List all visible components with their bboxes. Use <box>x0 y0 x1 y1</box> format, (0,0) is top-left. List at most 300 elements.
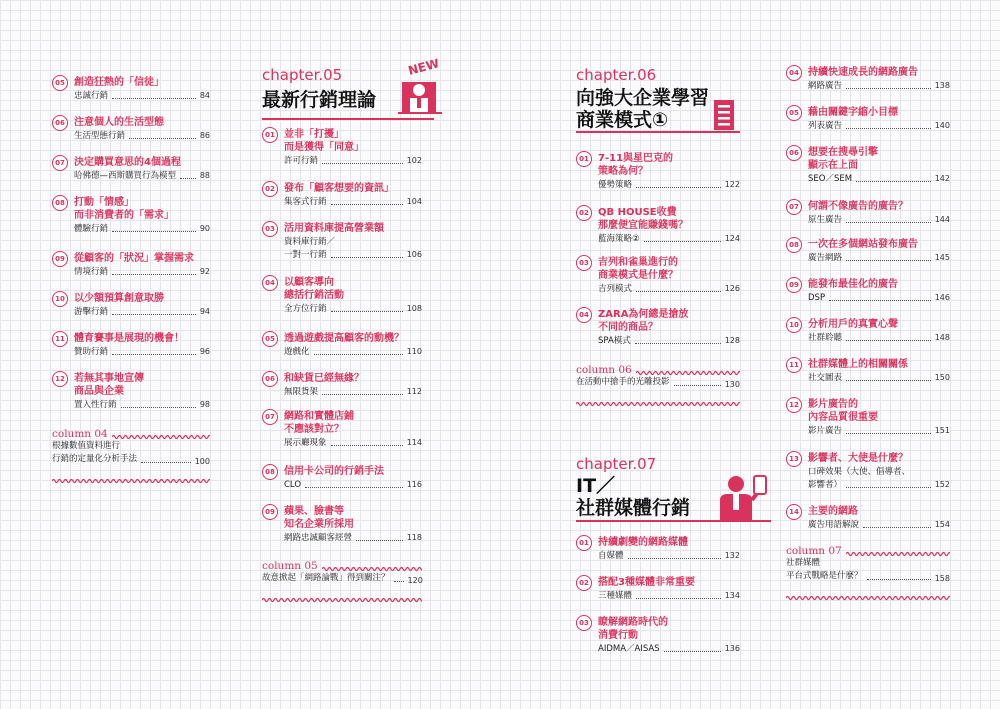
toc-entry[interactable] <box>786 106 950 132</box>
entry-subtitle: 社交圖表 <box>808 373 843 383</box>
dot-leader <box>863 527 931 528</box>
page-number: 98 <box>199 400 210 409</box>
page-number: 148 <box>934 333 950 342</box>
entry-title-line: 以少額預算創意取勝 <box>74 293 164 304</box>
toc-entry[interactable] <box>262 332 422 358</box>
entry-subtitle: DSP <box>808 293 826 303</box>
new-badge-person-icon <box>396 56 444 120</box>
entry-subtitle: 吉列模式 <box>598 284 633 294</box>
dot-leader <box>112 314 196 315</box>
page-number: 104 <box>406 197 422 206</box>
entry-number-badge: 03 <box>262 221 278 237</box>
page-number: 92 <box>199 267 210 276</box>
dot-leader <box>846 433 931 434</box>
entry-number-badge: 04 <box>786 65 802 81</box>
toc-entry[interactable] <box>262 372 422 398</box>
entry-title-line: 影響者、大使是什麼？ <box>808 453 908 464</box>
entry-subtitle-row <box>598 550 740 562</box>
entry-title-line: 透過遊戲提高顧客的動機？ <box>284 333 404 344</box>
dot-leader <box>314 354 403 355</box>
toc-entry[interactable] <box>786 358 950 384</box>
entry-subtitle: SPA模式 <box>598 336 631 346</box>
toc-entry[interactable] <box>52 252 210 278</box>
column-text-row <box>52 453 210 466</box>
entry-subtitle: 網路廣告 <box>808 81 843 91</box>
entry-subtitle: 情境行銷 <box>74 267 109 277</box>
entry-subtitle: 忠誠行銷 <box>74 91 109 101</box>
dot-leader <box>394 581 404 582</box>
entry-subtitle: 社群聆聽 <box>808 333 843 343</box>
page-number: 130 <box>724 380 740 389</box>
chapter-06-rule <box>576 131 740 133</box>
entry-subtitle-row <box>598 335 740 347</box>
dot-leader <box>674 385 721 386</box>
page-number: 146 <box>934 293 950 302</box>
chapter-05-label: chapter.05 <box>262 66 343 84</box>
entry-title-line: 注意個人的生活型態 <box>74 117 164 128</box>
dot-leader <box>331 257 403 258</box>
entry-subtitle-row <box>808 80 950 92</box>
dot-leader <box>112 354 196 355</box>
entry-number-badge: 14 <box>786 504 802 520</box>
entry-subtitle-row <box>74 399 210 411</box>
entry-subtitle: 集客式行銷 <box>284 197 327 207</box>
entry-subtitle-row <box>74 346 210 358</box>
entry-title-line: 搭配3種媒體非常重要 <box>598 577 695 588</box>
entry-subtitle: 影片廣告 <box>808 426 843 436</box>
wavy-line-icon <box>52 469 210 477</box>
page-number: 116 <box>406 480 422 489</box>
page-number: 88 <box>199 171 210 180</box>
page-number: 100 <box>194 457 210 466</box>
entry-number-badge: 05 <box>262 331 278 347</box>
entry-number-badge: 04 <box>262 275 278 291</box>
entry-subtitle-row <box>284 196 422 208</box>
page-number: 154 <box>934 520 950 529</box>
entry-title-line: 知名企業所採用 <box>284 519 354 530</box>
toc-entry[interactable] <box>786 398 950 437</box>
entry-subtitle: 展示廳現象 <box>284 438 327 448</box>
toc-entry[interactable] <box>576 206 740 245</box>
entry-subtitle: 遊戲化 <box>284 347 310 357</box>
entry-title-line: 分析用戶的真實心聲 <box>808 319 898 330</box>
entry-title-line: 而是獲得「同意」 <box>284 142 364 153</box>
page-number: 124 <box>724 234 740 243</box>
entry-number-badge: 06 <box>262 371 278 387</box>
toc-entry[interactable] <box>576 616 740 655</box>
entry-subtitle-row <box>284 437 422 449</box>
dot-leader <box>112 98 196 99</box>
entry-title-line: 不同的商品？ <box>598 322 658 333</box>
column-text: 故意掀起「網路論戰」得到關注？ <box>262 573 390 583</box>
toc-entry[interactable] <box>52 156 210 182</box>
entry-subtitle-row <box>74 130 210 142</box>
dot-leader <box>846 222 931 223</box>
dot-leader <box>141 462 191 463</box>
entry-subtitle-row <box>808 120 950 132</box>
entry-title-line: 若無其事地宣傳 <box>74 373 144 384</box>
entry-number-badge: 03 <box>576 255 592 271</box>
chapter-06-title-line-2: 商業模式① <box>576 109 669 131</box>
toc-entry[interactable] <box>262 222 422 261</box>
dot-leader <box>846 260 931 261</box>
column-block[interactable] <box>52 428 210 477</box>
entry-title-line: 商品與企業 <box>74 386 124 397</box>
toc-entry[interactable] <box>262 128 422 167</box>
entry-number-badge: 08 <box>786 237 802 253</box>
toc-entry[interactable] <box>52 332 210 358</box>
page-number: 114 <box>406 438 422 447</box>
entry-title-line: 社群媒體上的相關關係 <box>808 359 908 370</box>
toc-entry[interactable] <box>52 292 210 318</box>
entry-number-badge: 11 <box>786 357 802 373</box>
entry-subtitle: 一對一行銷 <box>284 250 327 260</box>
entry-number-badge: 03 <box>576 615 592 631</box>
entry-subtitle-row <box>808 425 950 437</box>
column-text-row <box>576 376 740 389</box>
page-number: 134 <box>724 591 740 600</box>
entry-subtitle-text: 資料庫行銷／ <box>284 237 336 247</box>
entry-title-line: 主要的網路 <box>808 506 858 517</box>
dot-leader <box>664 651 721 652</box>
page-number: 96 <box>199 347 210 356</box>
entry-subtitle: 影響者） <box>808 480 843 490</box>
entry-title-line: 總括行銷活動 <box>284 290 344 301</box>
page-number: 102 <box>406 156 422 165</box>
column-label-text: column 05 <box>262 560 318 572</box>
toc-entry[interactable] <box>786 200 950 226</box>
entry-title-line: 蘋果、臉書等 <box>284 506 344 517</box>
toc-entry[interactable] <box>262 465 422 491</box>
entry-title-line: 影片廣告的 <box>808 399 858 410</box>
dot-leader <box>829 300 931 301</box>
entry-subtitle-row <box>284 479 422 491</box>
toc-entry[interactable] <box>786 318 950 344</box>
entry-title-line: 發布「顧客想要的資訊」 <box>284 183 394 194</box>
entry-subtitle: 全方位行銷 <box>284 304 327 314</box>
entry-subtitle: 列表廣告 <box>808 121 843 131</box>
entry-number-badge: 12 <box>52 371 68 387</box>
entry-subtitle-row <box>808 292 950 304</box>
entry-subtitle: AIDMA／AISAS <box>598 644 660 654</box>
entry-title-line: QB HOUSE收費 <box>598 207 677 218</box>
entry-subtitle-row <box>284 346 422 358</box>
entry-title-line: 不應該對立？ <box>284 424 344 435</box>
entry-number-badge: 09 <box>262 504 278 520</box>
entry-title-line: 體育賽事是展現的機會！ <box>74 333 184 344</box>
toc-entry[interactable] <box>786 452 950 491</box>
column-text: 平台式戰略是什麼？ <box>786 571 863 581</box>
column-block[interactable] <box>786 545 950 594</box>
entry-title-line: 商業模式是什麼？ <box>598 270 678 281</box>
entry-title-line: 信用卡公司的行銷手法 <box>284 466 384 477</box>
dot-leader <box>628 558 721 559</box>
entry-number-badge: 11 <box>52 331 68 347</box>
column-text: 社群媒體 <box>786 558 821 568</box>
toc-entry[interactable] <box>576 536 740 562</box>
dot-leader <box>644 241 721 242</box>
entry-subtitle: 原生廣告 <box>808 215 843 225</box>
entry-subtitle: 體驗行銷 <box>74 224 109 234</box>
page-number: 151 <box>934 426 950 435</box>
entry-number-badge: 09 <box>52 251 68 267</box>
toc-entry[interactable] <box>262 276 422 315</box>
entry-title-line: 從顧客的「狀況」掌握需求 <box>74 253 194 264</box>
entry-number-badge: 04 <box>576 307 592 323</box>
column-text: 在活動中搶手的光雕投影 <box>576 377 670 387</box>
page-number: 120 <box>407 576 423 585</box>
entry-title-line: 持續劇變的網路媒體 <box>598 537 688 548</box>
entry-subtitle-row <box>598 179 740 191</box>
column-block[interactable] <box>576 364 740 400</box>
page-number: 136 <box>724 644 740 653</box>
entry-subtitle: CLO <box>284 480 302 490</box>
entry-number-badge: 07 <box>262 409 278 425</box>
entry-title-line: 何謂不像廣告的廣告？ <box>808 201 908 212</box>
chapter-07-rule <box>576 520 771 522</box>
page-number: 106 <box>406 250 422 259</box>
entry-subtitle-row <box>598 233 740 245</box>
person-with-phone-icon <box>716 474 770 520</box>
entry-subtitle-row <box>808 332 950 344</box>
dot-leader <box>846 88 931 89</box>
entry-subtitle: 贊助行銷 <box>74 347 109 357</box>
dot-leader <box>846 487 931 488</box>
wavy-line-icon <box>636 367 740 373</box>
entry-subtitle-row <box>808 372 950 384</box>
entry-subtitle: 自媒體 <box>598 551 624 561</box>
dot-leader <box>112 231 196 232</box>
page-number: 158 <box>934 574 950 583</box>
entry-subtitle: 許可行銷 <box>284 156 319 166</box>
entry-subtitle-row <box>598 643 740 655</box>
page-number: 128 <box>724 336 740 345</box>
page-number: 126 <box>724 284 740 293</box>
entry-subtitle-row <box>598 590 740 602</box>
page-number: 152 <box>934 480 950 489</box>
entry-title-line: 決定購買意思的4個過程 <box>74 157 181 168</box>
entry-title-line: 創造狂熱的「信徒」 <box>74 77 164 88</box>
entry-subtitle-row <box>284 249 422 261</box>
entry-subtitle: 生活型態行銷 <box>74 131 126 141</box>
toc-entry[interactable] <box>786 278 950 304</box>
page-number: 144 <box>934 215 950 224</box>
page-number: 145 <box>934 253 950 262</box>
entry-subtitle-row <box>284 532 422 544</box>
column-label-text: column 07 <box>786 545 842 557</box>
toc-entry[interactable] <box>786 505 950 531</box>
entry-number-badge: 10 <box>786 317 802 333</box>
dot-leader <box>356 540 403 541</box>
wavy-line-icon <box>846 548 950 554</box>
entry-title-line: 7-11與星巴克的 <box>598 153 674 164</box>
entry-subtitle-row <box>284 386 422 398</box>
column-label <box>576 364 740 376</box>
building-icon <box>712 98 736 130</box>
wavy-line-icon <box>786 586 950 594</box>
entry-title-line: 消費行動 <box>598 630 638 641</box>
entry-subtitle: 網路忠誠顧客經營 <box>284 533 353 543</box>
entry-number-badge: 07 <box>786 199 802 215</box>
page-number: 150 <box>934 373 950 382</box>
dot-leader <box>846 380 931 381</box>
entry-title-line: 吉列和雀巢進行的 <box>598 257 678 268</box>
column-text-row <box>786 557 950 570</box>
dot-leader <box>636 598 721 599</box>
toc-entry[interactable] <box>576 256 740 295</box>
page-number: 142 <box>934 174 950 183</box>
entry-title-line: 想要在搜尋引擎 <box>808 147 878 158</box>
entry-subtitle-row <box>74 90 210 102</box>
entry-subtitle-row <box>808 519 950 531</box>
page-number: 112 <box>406 387 422 396</box>
entry-number-badge: 08 <box>52 195 68 211</box>
entry-number-badge: 06 <box>52 115 68 131</box>
column-text: 根據數值資料進行 <box>52 441 121 451</box>
entry-subtitle: 廣告網路 <box>808 253 843 263</box>
entry-number-badge: 07 <box>52 155 68 171</box>
dot-leader <box>112 274 196 275</box>
dot-leader <box>129 138 196 139</box>
toc-entry[interactable] <box>52 196 210 235</box>
entry-subtitle-row <box>808 252 950 264</box>
toc-entry[interactable] <box>576 576 740 602</box>
entry-title-line: 而非消費者的「需求」 <box>74 210 174 221</box>
entry-number-badge: 01 <box>576 535 592 551</box>
wavy-line-icon <box>262 588 422 596</box>
chapter-07-label: chapter.07 <box>576 455 657 473</box>
entry-subtitle-row <box>808 173 950 185</box>
toc-entry[interactable] <box>786 146 950 185</box>
entry-subtitle-line <box>808 466 950 478</box>
entry-subtitle: SEO／SEM <box>808 174 853 184</box>
entry-title-line: 瞭解網路時代的 <box>598 617 668 628</box>
entry-title-line: 活用資料庫提高營業額 <box>284 223 384 234</box>
page-number: 86 <box>199 131 210 140</box>
entry-title-line: 策略為何？ <box>598 166 648 177</box>
toc-entry[interactable] <box>52 116 210 142</box>
entry-subtitle: 置入性行銷 <box>74 400 117 410</box>
entry-title-line: 能發布最佳化的廣告 <box>808 279 898 290</box>
page-number: 118 <box>406 533 422 542</box>
dot-leader <box>636 187 721 188</box>
column-label <box>262 560 422 572</box>
entry-title-line: 內容品質很重要 <box>808 412 878 423</box>
wavy-line-icon <box>576 392 740 400</box>
page-number: 132 <box>724 551 740 560</box>
page-number: 140 <box>934 121 950 130</box>
entry-subtitle: 三種媒體 <box>598 591 633 601</box>
column-label <box>52 428 210 440</box>
entry-subtitle-row <box>284 155 422 167</box>
wavy-line-icon <box>322 563 422 569</box>
toc-entry[interactable] <box>52 76 210 102</box>
dot-leader <box>846 128 931 129</box>
dot-leader <box>636 291 721 292</box>
toc-entry[interactable] <box>576 308 740 347</box>
entry-number-badge: 09 <box>786 277 802 293</box>
entry-subtitle: 藍海策略② <box>598 234 640 244</box>
chapter-06-title-line-1: 向強大企業學習 <box>576 87 710 109</box>
entry-title-line: 網路和實體店鋪 <box>284 411 354 422</box>
chapter-05-title: 最新行銷理論 <box>262 89 377 111</box>
wavy-line-icon <box>112 431 210 437</box>
dot-leader <box>867 579 931 580</box>
entry-title-line: 打動「情感」 <box>74 197 134 208</box>
dot-leader <box>305 487 403 488</box>
entry-subtitle: 優勢策略 <box>598 180 633 190</box>
column-text-row <box>52 440 210 453</box>
entry-title-line: 並非「打擾」 <box>284 129 344 140</box>
entry-title-line: 那麼便宜能賺錢嗎？ <box>598 220 688 231</box>
page-number: 90 <box>199 224 210 233</box>
dot-leader <box>180 178 196 179</box>
page-number: 108 <box>406 304 422 313</box>
entry-title-line: 一次在多個網站發布廣告 <box>808 239 918 250</box>
entry-title-line: ZARA為何總是搶放 <box>598 309 689 320</box>
entry-subtitle-row <box>284 303 422 315</box>
entry-subtitle-row <box>598 283 740 295</box>
dot-leader <box>322 394 403 395</box>
toc-entry[interactable] <box>786 66 950 92</box>
entry-number-badge: 05 <box>786 105 802 121</box>
toc-entry[interactable] <box>262 182 422 208</box>
entry-title-line: 藉由關鍵字縮小目標 <box>808 107 898 118</box>
entry-title-line: 顯示在上面 <box>808 160 858 171</box>
dot-leader <box>846 340 931 341</box>
dot-leader <box>331 311 403 312</box>
column-label-text: column 04 <box>52 428 108 440</box>
toc-entry[interactable] <box>52 372 210 411</box>
entry-subtitle-row <box>74 170 210 182</box>
entry-subtitle: 游擊行銷 <box>74 307 109 317</box>
dot-leader <box>856 181 931 182</box>
toc-entry[interactable] <box>786 238 950 264</box>
entry-title-line: 持續快速成長的網路廣告 <box>808 67 918 78</box>
chapter-06-label: chapter.06 <box>576 66 657 84</box>
page-number: 122 <box>724 180 740 189</box>
chapter-07-title-line-2: 社群媒體行銷 <box>576 497 691 519</box>
entry-subtitle: 無限貨架 <box>284 387 319 397</box>
page-number: 110 <box>406 347 422 356</box>
entry-number-badge: 01 <box>576 151 592 167</box>
column-text: 行銷的定量化分析手法 <box>52 454 138 464</box>
toc-entry[interactable] <box>576 152 740 191</box>
toc-entry[interactable] <box>262 505 422 544</box>
entry-number-badge: 13 <box>786 451 802 467</box>
column-block[interactable] <box>262 560 422 596</box>
dot-leader <box>331 445 403 446</box>
column-text-row <box>786 570 950 583</box>
entry-subtitle-row <box>74 306 210 318</box>
entry-subtitle-row <box>74 223 210 235</box>
page-number: 138 <box>934 81 950 90</box>
entry-number-badge: 08 <box>262 464 278 480</box>
entry-subtitle: 哈佛德—西斯購買行為模型 <box>74 171 177 181</box>
dot-leader <box>331 204 403 205</box>
toc-entry[interactable] <box>262 410 422 449</box>
dot-leader <box>322 163 403 164</box>
entry-number-badge: 12 <box>786 397 802 413</box>
entry-title-line: 和缺貨已經無緣？ <box>284 373 364 384</box>
entry-number-badge: 02 <box>262 181 278 197</box>
entry-number-badge: 01 <box>262 127 278 143</box>
entry-number-badge: 05 <box>52 75 68 91</box>
entry-number-badge: 02 <box>576 205 592 221</box>
entry-subtitle-row <box>74 266 210 278</box>
entry-number-badge: 06 <box>786 145 802 161</box>
entry-number-badge: 10 <box>52 291 68 307</box>
